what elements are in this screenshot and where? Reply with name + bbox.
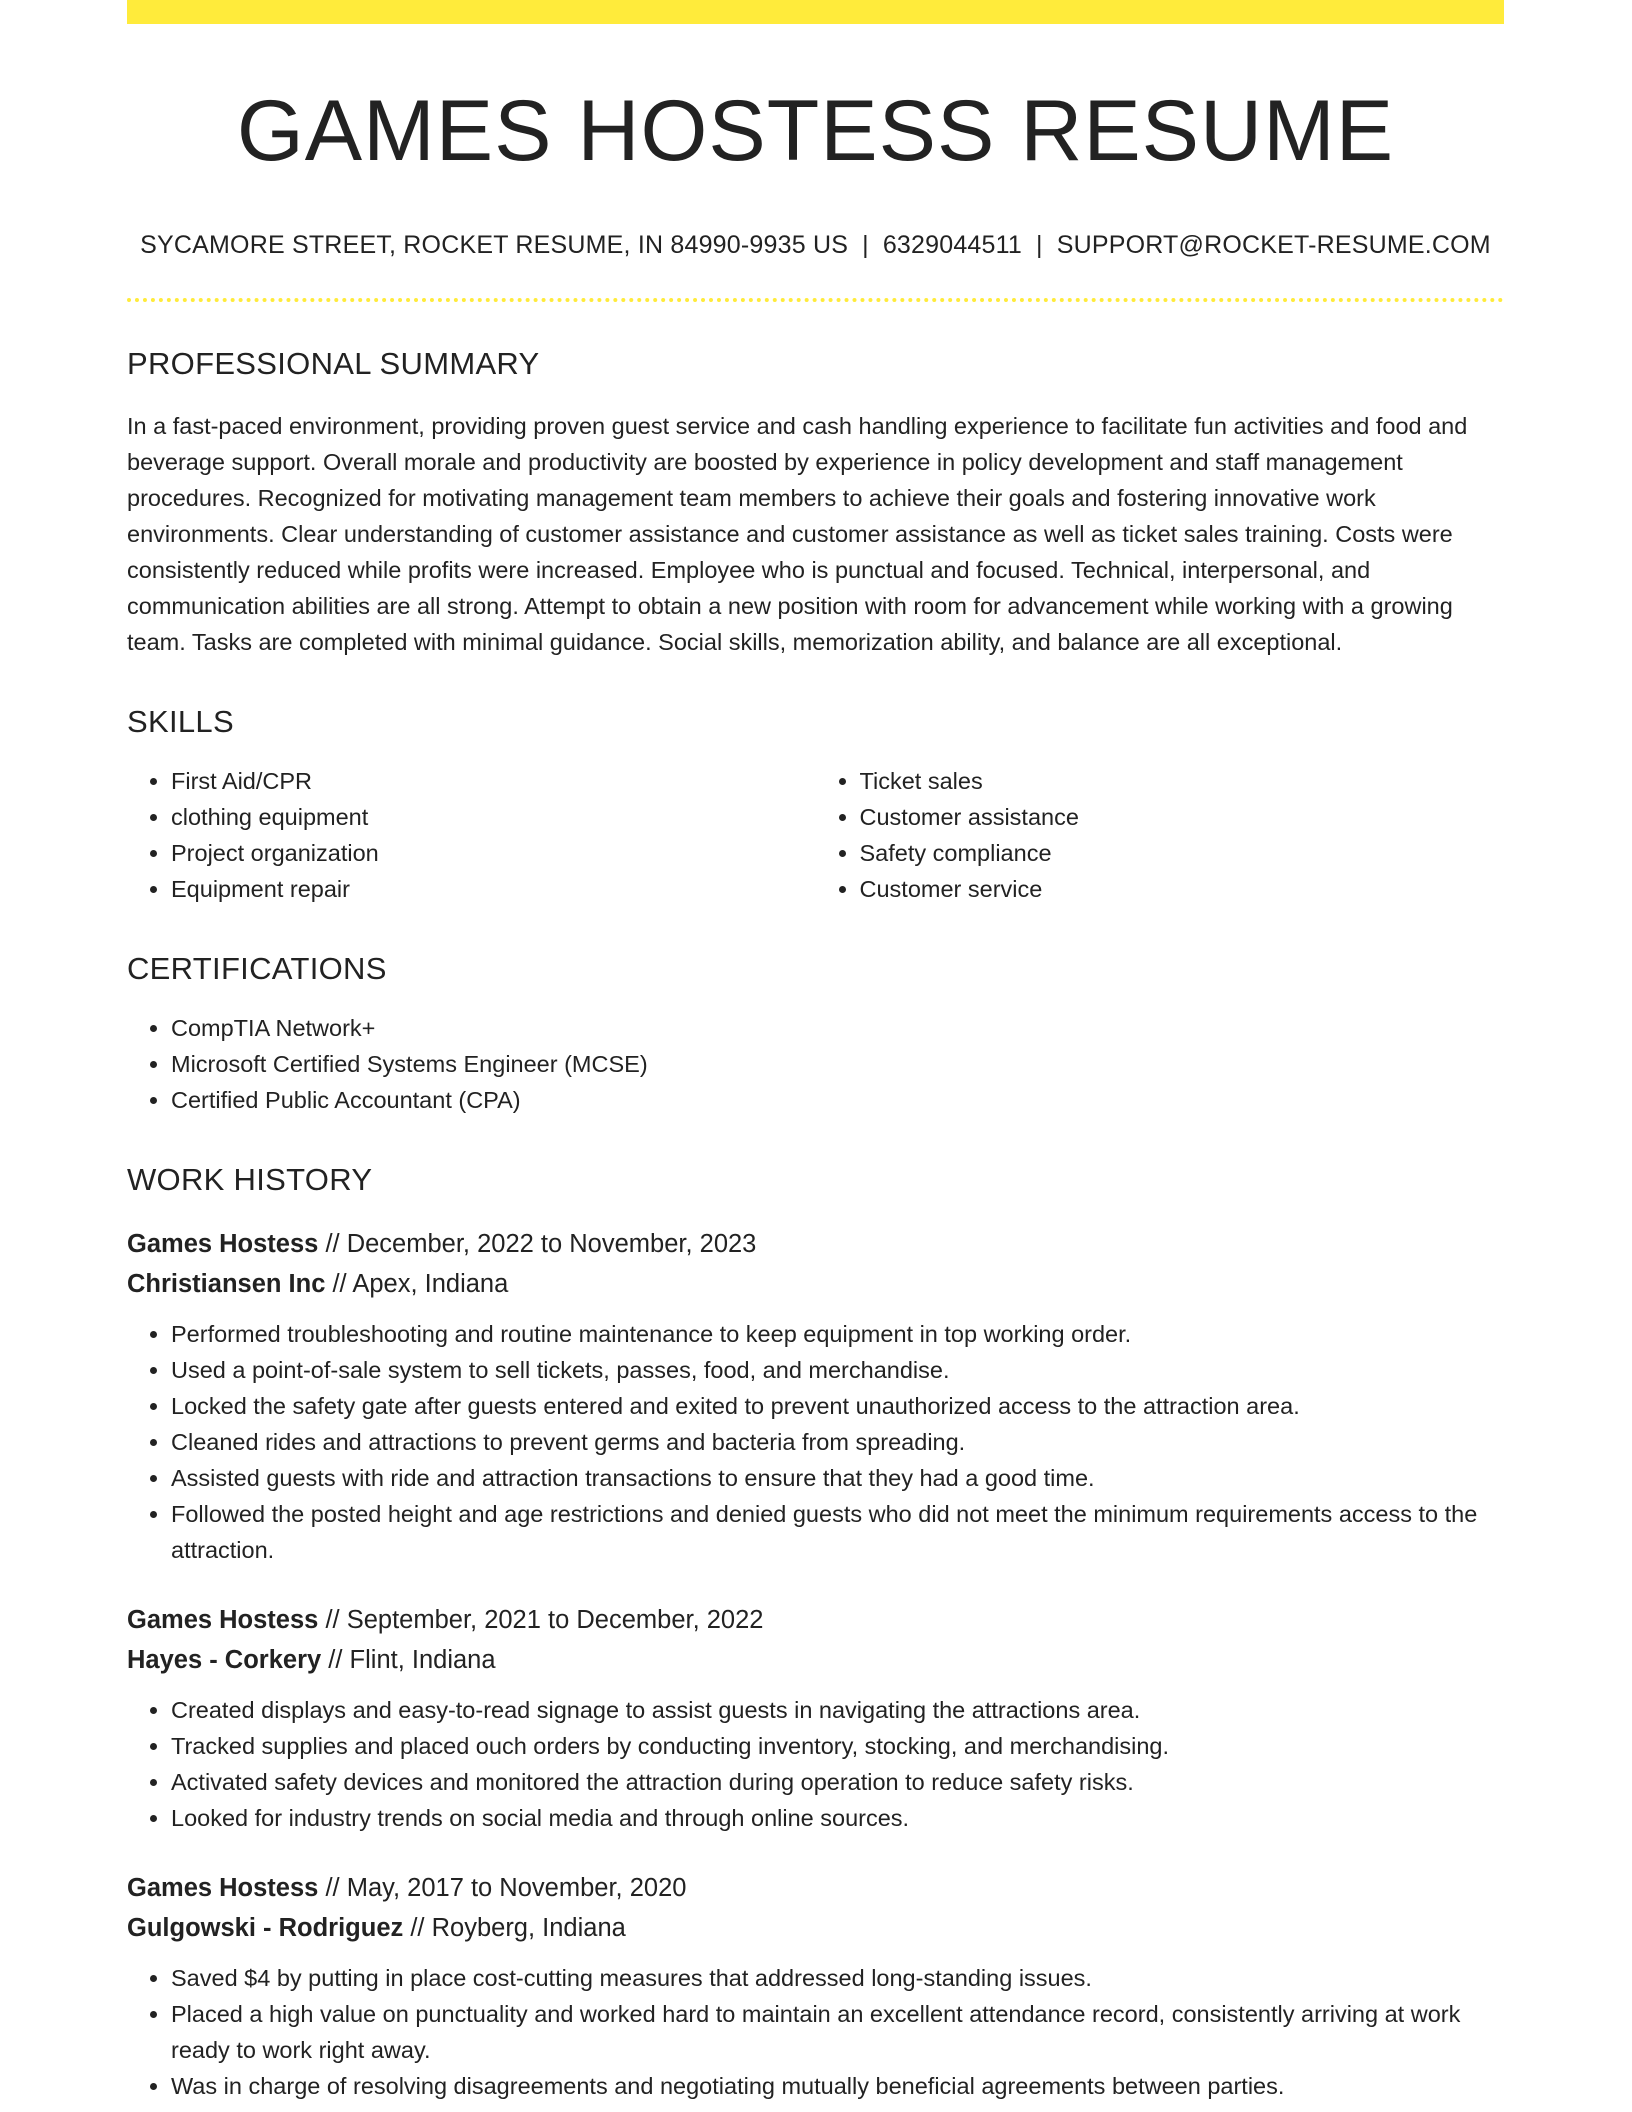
contact-email: SUPPORT@ROCKET-RESUME.COM [1056,230,1491,259]
job-duties [127,1316,1504,1568]
certifications-list [127,1010,1504,1118]
job-duty-item: • Looked for industry trends on social media and through online sources. [171,1800,1504,1836]
certification-item: • Microsoft Certified Systems Engineer (MCSE) [171,1046,1504,1082]
job-role: Games Hostess [127,1229,319,1258]
job-duties [127,1692,1504,1836]
job-company-line [127,1264,1504,1304]
job-duty-item: • Placed a high value on punctuality and worked hard to maintain an excellent attendance record, consistently arriving at work ready to work right away. [171,1996,1504,2068]
job-role-line [127,1600,1504,1640]
job-duty-item: • Tracked supplies and placed ouch orders by conducting inventory, stocking, and merchandising. [171,1728,1504,1764]
certifications-heading: CERTIFICATIONS [127,950,387,986]
job-company-line [127,1908,1504,1948]
skills-column-left [127,763,816,907]
job-company: Gulgowski - Rodriguez [127,1913,404,1942]
skill-item: • Equipment repair [171,871,816,907]
skill-item: • Project organization [171,835,816,871]
resume-page [127,0,1504,2104]
job-role-line [127,1224,1504,1264]
contact-phone: 6329044511 [882,230,1022,259]
certification-item: • Certified Public Accountant (CPA) [171,1082,1504,1118]
job-location: // Flint, Indiana [321,1645,496,1674]
contact-address: SYCAMORE STREET, ROCKET RESUME, IN 84990-9935 US [140,230,849,259]
skill-item: • Customer assistance [860,799,1505,835]
skill-item: • First Aid/CPR [171,763,816,799]
contact-separator: | [1036,230,1043,259]
job-company-line [127,1640,1504,1680]
summary-text: In a fast-paced environment, providing proven guest service and cash handling experience to facilitate fun activities and food and beverage support. Overall morale and productivity are boosted by experience in policy development and staff management procedures. Recognized for motivating management team members to achieve their goals and fostering innovative work environments. Clear understanding of customer assistance and customer assistance as well as ticket sales training. Costs were consistently reduced while profits were increased. Employee who is punctual and focused. Technical, interpersonal, and communication abilities are all strong. Attempt to obtain a new position with room for advancement while working with a growing team. Tasks are completed with minimal guidance. Social skills, memorization ability, and balance are all exceptional. [127,412,1468,655]
skills-column-right [816,763,1505,907]
skills-list [127,740,1504,907]
job-entry [127,1224,1504,1568]
job-duty-item: • Locked the safety gate after guests entered and exited to prevent unauthorized access to the attraction area. [171,1388,1504,1424]
skill-item: • Customer service [860,871,1505,907]
job-duty-item: • Cleaned rides and attractions to prevent germs and bacteria from spreading. [171,1424,1504,1460]
job-duty-item: • Performed troubleshooting and routine maintenance to keep equipment in top working order. [171,1316,1504,1352]
certification-item: • CompTIA Network+ [171,1010,1504,1046]
job-location: // Apex, Indiana [325,1269,509,1298]
job-company: Hayes - Corkery [127,1645,322,1674]
job-duty-item: • Saved $4 by putting in place cost-cutting measures that addressed long-standing issues. [171,1960,1504,1996]
skills-heading: SKILLS [127,703,234,739]
resume-title: GAMES HOSTESS RESUME [236,83,1395,179]
job-duty-item: • Activated safety devices and monitored the attraction during operation to reduce safety risks. [171,1764,1504,1800]
summary-heading: PROFESSIONAL SUMMARY [127,345,540,381]
job-role-line [127,1868,1504,1908]
job-location: // Royberg, Indiana [403,1913,626,1942]
job-entry [127,1600,1504,1836]
skill-item: • Ticket sales [860,763,1505,799]
job-entry [127,1868,1504,2104]
job-duty-item: • Used a point-of-sale system to sell tickets, passes, food, and merchandise. [171,1352,1504,1388]
job-duty-item: • Created displays and easy-to-read signage to assist guests in navigating the attractions area. [171,1692,1504,1728]
skill-item: • Safety compliance [860,835,1505,871]
job-dates: // September, 2021 to December, 2022 [318,1605,764,1634]
job-dates: // December, 2022 to November, 2023 [318,1229,757,1258]
job-role: Games Hostess [127,1873,319,1902]
work-history-heading: WORK HISTORY [127,1161,373,1197]
job-duty-item: • Followed the posted height and age restrictions and denied guests who did not meet the minimum requirements access to the attraction. [171,1496,1504,1568]
job-duties [127,1960,1504,2104]
accent-top-bar [127,0,1504,24]
dotted-divider [127,298,1504,302]
job-company: Christiansen Inc [127,1269,326,1298]
contact-separator: | [862,230,869,259]
job-duty-item: • Was in charge of resolving disagreements and negotiating mutually beneficial agreements between parties. [171,2068,1504,2104]
job-dates: // May, 2017 to November, 2020 [318,1873,687,1902]
job-role: Games Hostess [127,1605,319,1634]
contact-line [127,231,1504,260]
job-duty-item: • Assisted guests with ride and attraction transactions to ensure that they had a good time. [171,1460,1504,1496]
skill-item: • clothing equipment [171,799,816,835]
